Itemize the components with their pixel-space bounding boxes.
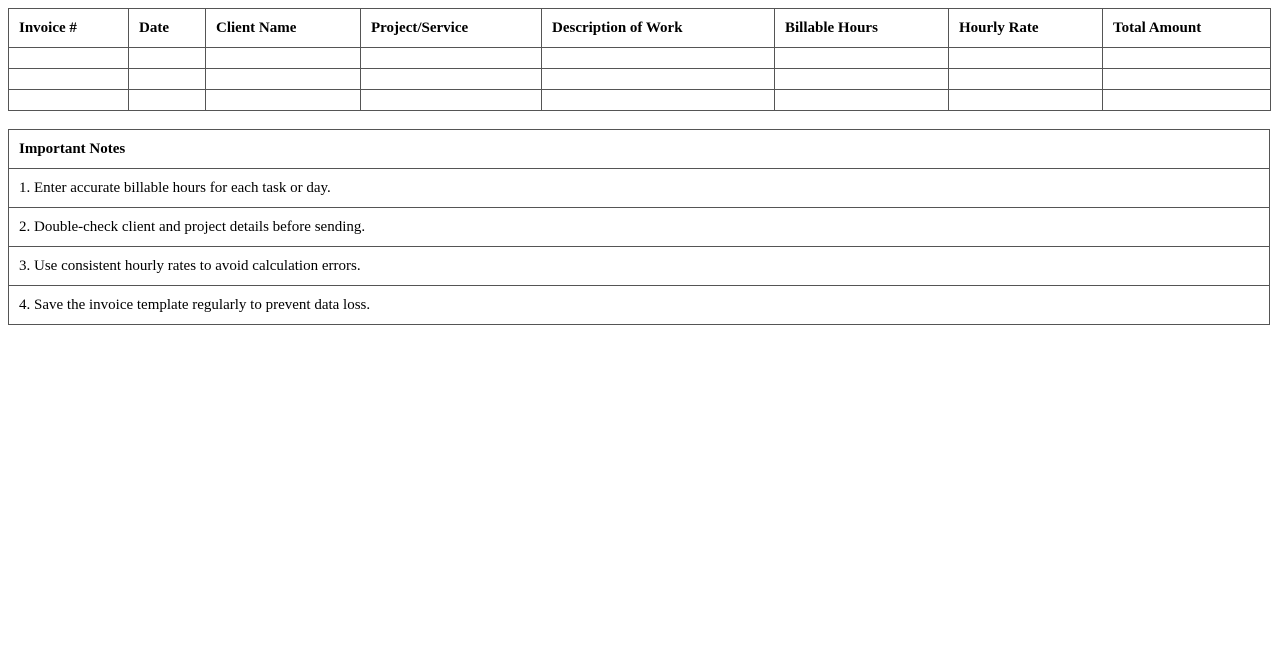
cell-total-amount[interactable] bbox=[1103, 69, 1271, 90]
cell-date[interactable] bbox=[129, 90, 206, 111]
cell-client-name[interactable] bbox=[206, 90, 361, 111]
cell-billable-hours[interactable] bbox=[775, 90, 949, 111]
list-item bbox=[9, 169, 1270, 208]
cell-project-service[interactable] bbox=[361, 69, 542, 90]
header-description-of-work: Description of Work bbox=[542, 9, 775, 48]
header-hourly-rate: Hourly Rate bbox=[949, 9, 1103, 48]
cell-hourly-rate[interactable] bbox=[949, 69, 1103, 90]
cell-description-of-work[interactable] bbox=[542, 69, 775, 90]
notes-heading: Important Notes bbox=[9, 130, 1270, 169]
table-row bbox=[9, 69, 1271, 90]
cell-invoice-number[interactable] bbox=[9, 48, 129, 69]
table-row bbox=[9, 90, 1271, 111]
note-item: 3. Use consistent hourly rates to avoid calculation errors. bbox=[9, 247, 1270, 286]
cell-client-name[interactable] bbox=[206, 69, 361, 90]
cell-description-of-work[interactable] bbox=[542, 48, 775, 69]
table-row bbox=[9, 48, 1271, 69]
cell-hourly-rate[interactable] bbox=[949, 90, 1103, 111]
header-invoice-number: Invoice # bbox=[9, 9, 129, 48]
cell-billable-hours[interactable] bbox=[775, 69, 949, 90]
note-item: 4. Save the invoice template regularly to prevent data loss. bbox=[9, 286, 1270, 325]
invoice-table bbox=[8, 8, 1271, 111]
cell-total-amount[interactable] bbox=[1103, 90, 1271, 111]
cell-client-name[interactable] bbox=[206, 48, 361, 69]
cell-project-service[interactable] bbox=[361, 48, 542, 69]
notes-table bbox=[8, 129, 1270, 325]
header-project-service: Project/Service bbox=[361, 9, 542, 48]
cell-total-amount[interactable] bbox=[1103, 48, 1271, 69]
list-item bbox=[9, 247, 1270, 286]
invoice-header-row bbox=[9, 9, 1271, 48]
note-item: 1. Enter accurate billable hours for each task or day. bbox=[9, 169, 1270, 208]
header-total-amount: Total Amount bbox=[1103, 9, 1271, 48]
notes-heading-row bbox=[9, 130, 1270, 169]
cell-description-of-work[interactable] bbox=[542, 90, 775, 111]
cell-hourly-rate[interactable] bbox=[949, 48, 1103, 69]
note-item: 2. Double-check client and project details before sending. bbox=[9, 208, 1270, 247]
cell-billable-hours[interactable] bbox=[775, 48, 949, 69]
header-client-name: Client Name bbox=[206, 9, 361, 48]
cell-date[interactable] bbox=[129, 69, 206, 90]
cell-date[interactable] bbox=[129, 48, 206, 69]
cell-invoice-number[interactable] bbox=[9, 69, 129, 90]
header-date: Date bbox=[129, 9, 206, 48]
cell-invoice-number[interactable] bbox=[9, 90, 129, 111]
cell-project-service[interactable] bbox=[361, 90, 542, 111]
list-item bbox=[9, 286, 1270, 325]
header-billable-hours: Billable Hours bbox=[775, 9, 949, 48]
list-item bbox=[9, 208, 1270, 247]
